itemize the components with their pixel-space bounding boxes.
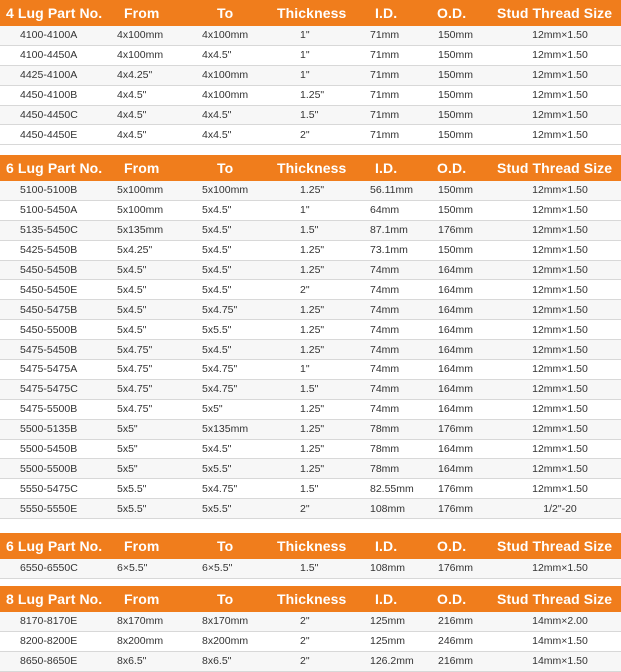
to-cell: 5x4.5" <box>202 283 232 296</box>
outer-diameter-cell: 246mm <box>438 635 474 648</box>
stud-thread-size-cell: 12mm×1.50 <box>532 482 588 495</box>
thickness-cell: 1.5" <box>300 224 319 237</box>
part-number-cell: 5475-5475A <box>20 363 78 376</box>
stud-thread-size-cell: 12mm×1.50 <box>532 343 588 356</box>
stud-thread-size-cell: 12mm×1.50 <box>532 89 588 102</box>
table-row <box>0 26 621 46</box>
from-header: From <box>124 591 160 607</box>
thickness-cell: 1.25" <box>300 343 325 356</box>
part-number-header: 4 Lug Part No. <box>6 5 103 21</box>
table-row <box>0 320 621 340</box>
from-cell: 4x4.5" <box>117 128 147 141</box>
from-cell: 5x4.75" <box>117 363 153 376</box>
from-cell: 4x4.5" <box>117 109 147 121</box>
from-cell: 5x4.5" <box>117 303 147 316</box>
part-number-cell: 5475-5500B <box>20 403 78 416</box>
from-cell: 4x4.25" <box>117 69 153 82</box>
table-body <box>0 26 621 145</box>
thickness-cell: 1.5" <box>300 383 319 396</box>
part-number-cell: 8200-8200E <box>20 635 78 648</box>
outer-diameter-cell: 150mm <box>438 128 474 141</box>
to-cell: 5x5.5" <box>202 502 232 515</box>
to-cell: 4x100mm <box>202 89 249 102</box>
thickness-cell: 1.5" <box>300 562 319 575</box>
to-cell: 6×5.5" <box>202 562 233 575</box>
inner-diameter-cell: 71mm <box>370 29 400 42</box>
part-number-cell: 5450-5500B <box>20 323 78 336</box>
part-number-header: 6 Lug Part No. <box>6 538 103 554</box>
part-number-cell: 4100-4450A <box>20 49 78 62</box>
table-row <box>0 261 621 281</box>
to-cell: 4x4.5" <box>202 49 232 62</box>
table-row <box>0 459 621 479</box>
part-number-cell: 5550-5550E <box>20 502 78 515</box>
stud-thread-size-cell: 12mm×1.50 <box>532 423 588 436</box>
section-header <box>0 155 621 181</box>
outer-diameter-cell: 164mm <box>438 283 474 296</box>
thickness-cell: 1" <box>300 363 310 376</box>
inner-diameter-cell: 74mm <box>370 363 400 376</box>
table-row <box>0 241 621 261</box>
table-row <box>0 380 621 400</box>
inner-diameter-cell: 73.1mm <box>370 244 408 257</box>
section-4-lug <box>0 0 621 145</box>
stud-thread-size-header: Stud Thread Size <box>497 160 613 176</box>
from-header: From <box>124 538 160 554</box>
inner-diameter-cell: 71mm <box>370 128 400 141</box>
stud-thread-size-cell: 12mm×1.50 <box>532 323 588 336</box>
inner-diameter-cell: 125mm <box>370 635 406 648</box>
to-cell: 5x5.5" <box>202 323 232 336</box>
to-cell: 5x4.5" <box>202 343 232 356</box>
outer-diameter-cell: 150mm <box>438 29 474 42</box>
part-number-cell: 5100-5450A <box>20 204 78 217</box>
thickness-header: Thickness <box>277 538 347 554</box>
thickness-cell: 1" <box>300 29 310 42</box>
inner-diameter-cell: 74mm <box>370 403 400 416</box>
inner-diameter-cell: 71mm <box>370 109 400 121</box>
part-number-cell: 5550-5475C <box>20 482 78 495</box>
table-row <box>0 181 621 201</box>
thickness-cell: 1" <box>300 69 310 82</box>
outer-diameter-cell: 150mm <box>438 244 474 257</box>
to-header: To <box>217 160 234 176</box>
inner-diameter-cell: 74mm <box>370 343 400 356</box>
to-cell: 5x4.5" <box>202 204 232 217</box>
from-cell: 5x4.5" <box>117 283 147 296</box>
to-cell: 5x4.5" <box>202 443 232 456</box>
thickness-cell: 1.25" <box>300 462 325 475</box>
table-row <box>0 479 621 499</box>
stud-thread-size-header: Stud Thread Size <box>497 591 613 607</box>
section-header <box>0 533 621 559</box>
from-cell: 4x100mm <box>117 49 164 62</box>
thickness-cell: 1.25" <box>300 323 325 336</box>
inner-diameter-cell: 108mm <box>370 562 406 575</box>
table-row <box>0 360 621 380</box>
table-row <box>0 106 621 126</box>
from-cell: 5x4.75" <box>117 403 153 416</box>
part-number-header: 6 Lug Part No. <box>6 160 103 176</box>
thickness-cell: 1.5" <box>300 482 319 495</box>
part-number-cell: 4450-4450C <box>20 109 78 121</box>
stud-thread-size-cell: 12mm×1.50 <box>532 562 588 575</box>
stud-thread-size-cell: 12mm×1.50 <box>532 128 588 141</box>
thickness-cell: 1.25" <box>300 184 325 197</box>
stud-thread-size-cell: 12mm×1.50 <box>532 109 588 121</box>
part-number-cell: 5100-5100B <box>20 184 78 197</box>
part-number-cell: 5500-5450B <box>20 443 78 456</box>
outer-diameter-cell: 176mm <box>438 562 474 575</box>
part-number-cell: 8650-8650E <box>20 655 78 668</box>
from-cell: 5x100mm <box>117 184 164 197</box>
stud-thread-size-cell: 12mm×1.50 <box>532 462 588 475</box>
inner-diameter-cell: 78mm <box>370 462 400 475</box>
part-number-cell: 5425-5450B <box>20 244 78 257</box>
table-row <box>0 340 621 360</box>
section-header <box>0 0 621 26</box>
outer-diameter-header: O.D. <box>437 5 467 21</box>
outer-diameter-cell: 164mm <box>438 343 474 356</box>
stud-thread-size-cell: 12mm×1.50 <box>532 244 588 257</box>
thickness-header: Thickness <box>277 591 347 607</box>
thickness-cell: 1" <box>300 204 310 217</box>
from-cell: 5x5" <box>117 423 138 436</box>
part-number-cell: 4450-4450E <box>20 128 78 141</box>
table-body <box>0 181 621 519</box>
to-cell: 5x5" <box>202 403 223 416</box>
from-cell: 5x5" <box>117 462 138 475</box>
to-cell: 5x4.5" <box>202 244 232 257</box>
table-row <box>0 86 621 106</box>
thickness-cell: 1.25" <box>300 303 325 316</box>
thickness-cell: 1.25" <box>300 423 325 436</box>
from-cell: 5x5" <box>117 443 138 456</box>
inner-diameter-cell: 71mm <box>370 69 400 82</box>
table-row <box>0 400 621 420</box>
from-cell: 6×5.5" <box>117 562 148 575</box>
stud-thread-size-cell: 12mm×1.50 <box>532 29 588 42</box>
thickness-header: Thickness <box>277 5 347 21</box>
thickness-cell: 2" <box>300 502 310 515</box>
outer-diameter-header: O.D. <box>437 538 467 554</box>
outer-diameter-cell: 150mm <box>438 69 474 82</box>
from-cell: 5x4.5" <box>117 323 147 336</box>
outer-diameter-cell: 150mm <box>438 184 474 197</box>
outer-diameter-cell: 150mm <box>438 89 474 102</box>
outer-diameter-cell: 176mm <box>438 423 474 436</box>
part-number-cell: 5450-5450B <box>20 264 78 276</box>
from-cell: 5x4.25" <box>117 244 153 257</box>
part-number-cell: 6550-6550C <box>20 562 78 575</box>
stud-thread-size-cell: 12mm×1.50 <box>532 303 588 316</box>
thickness-cell: 2" <box>300 128 310 141</box>
thickness-cell: 1.25" <box>300 443 325 456</box>
stud-thread-size-cell: 12mm×1.50 <box>532 69 588 82</box>
table-body <box>0 559 621 579</box>
outer-diameter-cell: 164mm <box>438 403 474 416</box>
inner-diameter-cell: 74mm <box>370 303 400 316</box>
thickness-cell: 2" <box>300 615 310 628</box>
inner-diameter-header: I.D. <box>375 591 398 607</box>
outer-diameter-cell: 164mm <box>438 303 474 316</box>
stud-thread-size-cell: 12mm×1.50 <box>532 383 588 396</box>
stud-thread-size-cell: 12mm×1.50 <box>532 264 588 276</box>
to-cell: 5x5.5" <box>202 462 232 475</box>
inner-diameter-cell: 108mm <box>370 502 406 515</box>
to-cell: 5x100mm <box>202 184 249 197</box>
stud-thread-size-cell: 1/2"-20 <box>543 502 577 515</box>
to-cell: 8x200mm <box>202 635 249 648</box>
to-header: To <box>217 538 234 554</box>
table-row <box>0 66 621 86</box>
outer-diameter-cell: 176mm <box>438 502 474 515</box>
table-row <box>0 201 621 221</box>
from-cell: 5x4.75" <box>117 343 153 356</box>
to-cell: 5x135mm <box>202 423 249 436</box>
part-number-cell: 5450-5475B <box>20 303 78 316</box>
inner-diameter-header: I.D. <box>375 160 398 176</box>
thickness-header: Thickness <box>277 160 347 176</box>
thickness-cell: 2" <box>300 655 310 668</box>
table-row <box>0 420 621 440</box>
table-row <box>0 499 621 519</box>
stud-thread-size-cell: 12mm×1.50 <box>532 49 588 62</box>
outer-diameter-header: O.D. <box>437 160 467 176</box>
table-row <box>0 632 621 652</box>
stud-thread-size-header: Stud Thread Size <box>497 538 613 554</box>
stud-thread-size-cell: 12mm×1.50 <box>532 443 588 456</box>
outer-diameter-cell: 150mm <box>438 109 474 121</box>
outer-diameter-cell: 164mm <box>438 323 474 336</box>
inner-diameter-cell: 74mm <box>370 323 400 336</box>
part-number-cell: 8170-8170E <box>20 615 78 628</box>
part-number-cell: 5500-5135B <box>20 423 78 436</box>
from-cell: 4x4.5" <box>117 89 147 102</box>
from-cell: 5x4.5" <box>117 264 147 276</box>
outer-diameter-cell: 164mm <box>438 383 474 396</box>
to-header: To <box>217 5 234 21</box>
inner-diameter-cell: 126.2mm <box>370 655 414 668</box>
inner-diameter-cell: 64mm <box>370 204 400 217</box>
part-number-cell: 5450-5450E <box>20 283 78 296</box>
inner-diameter-cell: 78mm <box>370 443 400 456</box>
from-cell: 4x100mm <box>117 29 164 42</box>
from-cell: 5x5.5" <box>117 502 147 515</box>
inner-diameter-cell: 74mm <box>370 283 400 296</box>
table-row <box>0 612 621 632</box>
table-row <box>0 221 621 241</box>
outer-diameter-cell: 176mm <box>438 224 474 237</box>
section-6-lug-b <box>0 533 621 579</box>
part-number-cell: 4450-4100B <box>20 89 78 102</box>
inner-diameter-cell: 82.55mm <box>370 482 414 495</box>
to-cell: 5x4.75" <box>202 383 238 396</box>
inner-diameter-header: I.D. <box>375 538 398 554</box>
part-number-cell: 5475-5475C <box>20 383 78 396</box>
thickness-cell: 2" <box>300 283 310 296</box>
outer-diameter-header: O.D. <box>437 591 467 607</box>
part-number-cell: 4425-4100A <box>20 69 78 82</box>
stud-thread-size-cell: 12mm×1.50 <box>532 184 588 197</box>
table-row <box>0 125 621 145</box>
stud-thread-size-cell: 12mm×1.50 <box>532 204 588 217</box>
section-6-lug <box>0 155 621 519</box>
thickness-cell: 1.5" <box>300 109 319 121</box>
from-cell: 5x5.5" <box>117 482 147 495</box>
from-cell: 8x200mm <box>117 635 164 648</box>
thickness-cell: 2" <box>300 635 310 648</box>
from-cell: 8x6.5" <box>117 655 147 668</box>
outer-diameter-cell: 164mm <box>438 462 474 475</box>
to-cell: 5x4.75" <box>202 303 238 316</box>
part-number-cell: 5500-5500B <box>20 462 78 475</box>
section-header <box>0 586 621 612</box>
outer-diameter-cell: 164mm <box>438 264 474 276</box>
outer-diameter-cell: 216mm <box>438 655 474 668</box>
outer-diameter-cell: 150mm <box>438 204 474 217</box>
thickness-cell: 1.25" <box>300 244 325 257</box>
inner-diameter-cell: 78mm <box>370 423 400 436</box>
table-row <box>0 280 621 300</box>
inner-diameter-cell: 87.1mm <box>370 224 408 237</box>
outer-diameter-cell: 176mm <box>438 482 474 495</box>
to-cell: 4x100mm <box>202 29 249 42</box>
outer-diameter-cell: 216mm <box>438 615 474 628</box>
inner-diameter-cell: 125mm <box>370 615 406 628</box>
stud-thread-size-cell: 12mm×1.50 <box>532 224 588 237</box>
stud-thread-size-cell: 14mm×1.50 <box>532 635 588 648</box>
outer-diameter-cell: 150mm <box>438 49 474 62</box>
thickness-cell: 1.25" <box>300 89 325 102</box>
to-cell: 4x100mm <box>202 69 249 82</box>
table-row <box>0 440 621 460</box>
table-body <box>0 612 621 672</box>
to-cell: 8x170mm <box>202 615 249 628</box>
part-number-header: 8 Lug Part No. <box>6 591 103 607</box>
to-cell: 5x4.5" <box>202 224 232 237</box>
to-cell: 5x4.5" <box>202 264 232 276</box>
stud-thread-size-header: Stud Thread Size <box>497 5 613 21</box>
to-cell: 8x6.5" <box>202 655 232 668</box>
table-row <box>0 559 621 579</box>
to-header: To <box>217 591 234 607</box>
from-cell: 5x100mm <box>117 204 164 217</box>
to-cell: 4x4.5" <box>202 109 232 121</box>
section-8-lug <box>0 586 621 672</box>
outer-diameter-cell: 164mm <box>438 363 474 376</box>
inner-diameter-cell: 74mm <box>370 383 400 396</box>
stud-thread-size-cell: 12mm×1.50 <box>532 283 588 296</box>
thickness-cell: 1" <box>300 49 310 62</box>
inner-diameter-cell: 56.11mm <box>370 184 413 197</box>
table-row <box>0 300 621 320</box>
to-cell: 4x4.5" <box>202 128 232 141</box>
thickness-cell: 1.25" <box>300 403 325 416</box>
from-cell: 5x4.75" <box>117 383 153 396</box>
inner-diameter-header: I.D. <box>375 5 398 21</box>
from-header: From <box>124 5 160 21</box>
stud-thread-size-cell: 14mm×2.00 <box>532 615 588 628</box>
outer-diameter-cell: 164mm <box>438 443 474 456</box>
stud-thread-size-cell: 14mm×1.50 <box>532 655 588 668</box>
from-cell: 5x135mm <box>117 224 164 237</box>
stud-thread-size-cell: 12mm×1.50 <box>532 403 588 416</box>
from-cell: 8x170mm <box>117 615 164 628</box>
from-header: From <box>124 160 160 176</box>
inner-diameter-cell: 71mm <box>370 49 400 62</box>
inner-diameter-cell: 71mm <box>370 89 400 102</box>
stud-thread-size-cell: 12mm×1.50 <box>532 363 588 376</box>
table-row <box>0 46 621 66</box>
part-number-cell: 5475-5450B <box>20 343 78 356</box>
to-cell: 5x4.75" <box>202 363 238 376</box>
inner-diameter-cell: 74mm <box>370 264 400 276</box>
to-cell: 5x4.75" <box>202 482 238 495</box>
part-number-cell: 4100-4100A <box>20 29 78 42</box>
part-number-cell: 5135-5450C <box>20 224 78 237</box>
thickness-cell: 1.25" <box>300 264 325 276</box>
